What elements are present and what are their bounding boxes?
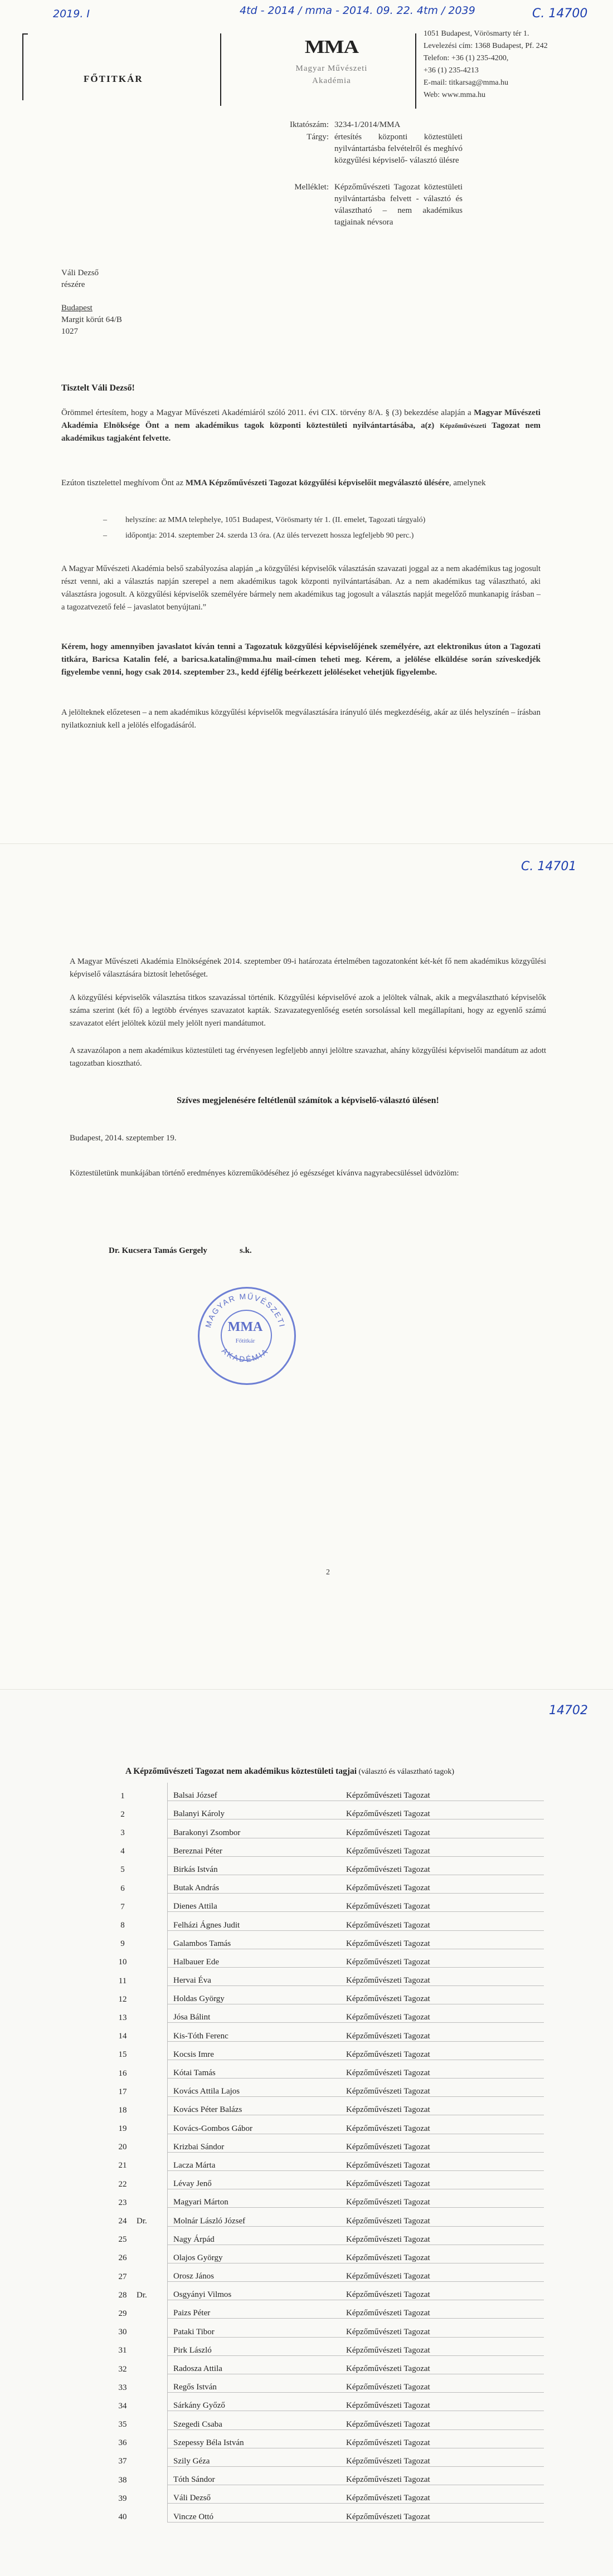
row-title <box>131 2337 168 2355</box>
row-number: 8 <box>120 1921 125 1930</box>
member-section: Képzőművészeti Tagozat <box>340 2134 544 2152</box>
member-name: Butak András <box>168 1875 341 1893</box>
member-name: Jósa Bálint <box>168 2004 341 2023</box>
row-number: 34 <box>118 2401 127 2411</box>
member-name: Balanyi Károly <box>168 1801 341 1819</box>
member-name: Olajos György <box>168 2245 341 2263</box>
member-name: Szepessy Béla István <box>168 2429 341 2448</box>
table-row <box>109 1819 544 1838</box>
row-number: 1 <box>120 1791 125 1801</box>
seal-bottom-text: AKADÉMIA <box>220 1346 271 1364</box>
table-row <box>109 2134 544 2152</box>
row-number: 12 <box>118 1994 127 2004</box>
row-title <box>131 1783 168 1801</box>
table-row <box>109 2393 544 2411</box>
member-section: Képzőművészeti Tagozat <box>340 2023 544 2041</box>
member-name: Barakonyi Zsombor <box>168 1819 341 1838</box>
nominees-paragraph: A jelölteknek előzetesen – a nem akadémikus közgyűlési képviselők megválasztására irányuló ülés megkezdéséig, akár az ülés helyszínén – írásban nyilatkozniuk kell a jelölés elfogadásáról. <box>61 708 541 730</box>
row-title <box>131 2041 168 2060</box>
member-name: Kovács-Gombos Gábor <box>168 2115 341 2134</box>
member-name: Galambos Tamás <box>168 1930 341 1949</box>
addressee-street: Margit körút 64/B <box>61 315 122 324</box>
table-row <box>109 2170 544 2189</box>
letter-date: Budapest, 2014. szeptember 19. <box>70 1134 177 1143</box>
row-number: 5 <box>120 1865 125 1875</box>
table-row <box>109 1986 544 2004</box>
member-name: Birkás István <box>168 1856 341 1875</box>
row-number: 2 <box>120 1809 125 1819</box>
row-title <box>131 2466 168 2485</box>
table-row <box>109 1949 544 1967</box>
member-section: Képzőművészeti Tagozat <box>340 1894 544 1912</box>
election-paragraph: A közgyűlési képviselők választása titkos szavazással történik. Közgyűlési képviselővé azok a jelöltek válnak, akik a megválasztható képviselők száma szerint (két fő) a legtöbb érvényes szavazatot kapták. Szavazategyenlőség esetén sorsolással kell megállapítani, hogy az egyenlő számú szavazatot elért jelöltek közül mely jelölt nyeri mandátumot. <box>70 993 546 1028</box>
table-row <box>109 2429 544 2448</box>
invitation-paragraph <box>61 477 541 490</box>
table-row <box>109 2041 544 2060</box>
member-section: Képzőművészeti Tagozat <box>340 1875 544 1893</box>
contact-email: E-mail: titkarsag@mma.hu <box>424 79 509 87</box>
table-row <box>109 2060 544 2078</box>
addressee-name: Váli Dezső <box>61 269 99 277</box>
member-section: Képzőművészeti Tagozat <box>340 1801 544 1819</box>
handwritten-ref-number: C. 14700 <box>532 7 588 21</box>
table-row <box>109 1912 544 1930</box>
row-number: 17 <box>118 2087 127 2096</box>
row-number: 39 <box>118 2494 127 2503</box>
rules-paragraph: A Magyar Művészeti Akadémia belső szabályozása alapján „a közgyűlési képviselők választásán szavazati joggal az a nem akadémikus tag jogosult részt venni, aki a választás napján szerepel a nem akadémikus tagok központi nyilvántartásában. Az a nem akadémikus tag választható, aki választásra jogosult. A közgyűlési képviselők személyére bármely nem akadémikus tag jogosult a választás napját megelőző munkanapig írásban – a tagozatvezető felé – javaslatot benyújtani.” <box>61 564 541 612</box>
row-number: 15 <box>118 2050 127 2060</box>
addressee-city: Budapest <box>61 304 93 313</box>
row-number: 33 <box>118 2383 127 2392</box>
table-row <box>109 1783 544 1801</box>
table-row <box>109 2504 544 2522</box>
letterhead-corner-mark <box>22 33 28 35</box>
row-number: 9 <box>120 1939 125 1949</box>
row-number: 13 <box>118 2013 127 2022</box>
contact-phone-1: Telefon: +36 (1) 235-4200, <box>424 54 509 62</box>
member-name: Felházi Ágnes Judit <box>168 1912 341 1930</box>
member-section: Képzőművészeti Tagozat <box>340 1912 544 1930</box>
member-name: Kovács Péter Balázs <box>168 2097 341 2115</box>
row-number: 38 <box>118 2475 127 2485</box>
letter-page-1 <box>0 0 613 844</box>
official-seal <box>198 1287 296 1385</box>
member-name: Szily Géza <box>168 2448 341 2466</box>
org-name-line1: Magyar Művészeti <box>295 64 368 73</box>
member-section: Képzőművészeti Tagozat <box>340 1783 544 1801</box>
addressee-resz: részére <box>61 280 85 289</box>
member-section: Képzőművészeti Tagozat <box>340 1930 544 1949</box>
org-name-line2: Akadémia <box>312 76 351 85</box>
row-title <box>131 2004 168 2023</box>
member-name: Szegedi Csaba <box>168 2411 341 2429</box>
row-title <box>131 2448 168 2466</box>
row-title <box>131 1930 168 1949</box>
member-name: Lévay Jenő <box>168 2170 341 2189</box>
member-name: Lacza Márta <box>168 2152 341 2170</box>
table-row <box>109 2189 544 2208</box>
table-row <box>109 1856 544 1875</box>
table-row <box>109 1894 544 1912</box>
meeting-time: – időpontja: 2014. szeptember 24. szerda 13 óra. (Az ülés tervezett hossza legfeljebb 90 perc.) <box>103 528 549 544</box>
row-number: 4 <box>120 1847 125 1856</box>
row-title <box>131 2393 168 2411</box>
row-title <box>131 1967 168 1985</box>
row-title <box>131 2485 168 2504</box>
row-number: 11 <box>118 1976 127 1985</box>
member-name: Bereznai Péter <box>168 1838 341 1856</box>
member-section: Képzőművészeti Tagozat <box>340 2189 544 2208</box>
member-name: Regős István <box>168 2374 341 2393</box>
row-title <box>131 1912 168 1930</box>
row-number: 7 <box>120 1902 125 1911</box>
invitation-end: , amelynek <box>449 479 486 487</box>
member-table-title <box>125 1767 454 1777</box>
member-section: Képzőművészeti Tagozat <box>340 2282 544 2300</box>
meta-attachment-value: Képzőművészeti Tagozat köztestületi nyilvántartásba felvett - választó és választható – nem akadémikus tagjainak névsora <box>334 183 463 227</box>
row-title <box>131 2134 168 2152</box>
intro-bold-end: Tagozat nem akadémikus tagjaként felvette. <box>61 421 541 443</box>
table-row <box>109 2023 544 2041</box>
row-title <box>131 1856 168 1875</box>
member-section: Képzőművészeti Tagozat <box>340 1819 544 1838</box>
row-number: 32 <box>118 2364 127 2374</box>
member-name: Váli Dezső <box>168 2485 341 2504</box>
row-title <box>131 1986 168 2004</box>
table-row <box>109 2466 544 2485</box>
member-name: Hervai Éva <box>168 1967 341 1985</box>
row-number: 19 <box>118 2124 127 2134</box>
row-number: 14 <box>118 2032 127 2041</box>
member-section: Képzőművészeti Tagozat <box>340 2300 544 2319</box>
letterhead-left-rule <box>22 33 23 100</box>
row-title <box>131 1838 168 1856</box>
member-section: Képzőművészeti Tagozat <box>340 2170 544 2189</box>
member-section: Képzőművészeti Tagozat <box>340 2429 544 2448</box>
member-name: Krizbai Sándor <box>168 2134 341 2152</box>
member-section: Képzőművészeti Tagozat <box>340 2060 544 2078</box>
table-row <box>109 2282 544 2300</box>
handwritten-ref-number-p3: 14702 <box>549 1704 588 1718</box>
closing-bold-line: Szíves megjelenésére feltétlenül számítok a képviselő-választó ülésen! <box>177 1096 439 1105</box>
row-title <box>131 2411 168 2429</box>
mma-logo <box>298 35 365 59</box>
row-number: 36 <box>118 2438 127 2448</box>
seal-subtitle: Főtitkár <box>235 1338 255 1344</box>
row-number: 31 <box>118 2346 127 2355</box>
member-name: Nagy Árpád <box>168 2226 341 2245</box>
member-section: Képzőművészeti Tagozat <box>340 1856 544 1875</box>
row-title <box>131 2115 168 2134</box>
table-row <box>109 2152 544 2170</box>
meta-attachment <box>256 182 485 248</box>
meta-reference-key: Iktatószám: <box>290 120 329 129</box>
member-section: Képzőművészeti Tagozat <box>340 1838 544 1856</box>
member-section: Képzőművészeti Tagozat <box>340 2041 544 2060</box>
meta-attachment-key: Melléklet: <box>294 183 329 192</box>
row-number: 28 <box>118 2290 127 2300</box>
member-section: Képzőművészeti Tagozat <box>340 2448 544 2466</box>
invitation-text: Ezúton tisztelettel meghívom Önt az <box>61 479 186 487</box>
table-row <box>109 2411 544 2429</box>
table-row <box>109 2485 544 2504</box>
addressee-block <box>61 267 122 338</box>
member-name: Halbauer Ede <box>168 1949 341 1967</box>
handwritten-ref-number-p2: C. 14701 <box>521 860 577 874</box>
thanks-paragraph: Köztestületünk munkájában történő eredményes közreműködéséhez jó egészséget kívánva nagyrabecsüléssel üdvözlöm: <box>70 1169 459 1178</box>
member-section: Képzőművészeti Tagozat <box>340 1967 544 1985</box>
row-title <box>131 2079 168 2097</box>
invitation-bold: MMA Képzőművészeti Tagozat közgyűlési képviselőit megválasztó ülésére <box>185 479 449 487</box>
row-title <box>131 2374 168 2393</box>
member-section: Képzőművészeti Tagozat <box>340 2115 544 2134</box>
row-number: 20 <box>118 2143 127 2152</box>
row-title <box>131 2189 168 2208</box>
member-name: Kovács Attila Lajos <box>168 2079 341 2097</box>
row-number: 40 <box>118 2512 127 2521</box>
member-section: Képzőművészeti Tagozat <box>340 2374 544 2393</box>
table-row <box>109 2300 544 2319</box>
letterhead-title: FŐTITKÁR <box>84 74 143 84</box>
intro-bold-text: Magyar Művészeti Akadémia Elnöksége Önt a nem akadémikus tagok központi köztestületi nyilvántartásába, a(z) <box>61 408 541 430</box>
intro-text: Örömmel értesítem, hogy a Magyar Művészeti Akadémiáról szóló 2011. évi CIX. törvény 8/A. § (3) bekezdése alapján a <box>61 408 474 417</box>
member-name: Holdas György <box>168 1986 341 2004</box>
row-number: 10 <box>118 1958 127 1967</box>
meta-subject-value: értesítés központi köztestületi nyilvántartásba felvételről és meghívó közgyűlési képviselő- választó ülésre <box>334 133 463 165</box>
table-row <box>109 2355 544 2374</box>
meta-subject-key: Tárgy: <box>306 133 329 142</box>
row-number: 3 <box>120 1828 125 1838</box>
table-row <box>109 2004 544 2023</box>
row-title <box>131 2319 168 2337</box>
member-name: Kótai Tamás <box>168 2060 341 2078</box>
row-title <box>131 1819 168 1838</box>
member-name: Osgyányi Vilmos <box>168 2282 341 2300</box>
table-row <box>109 1875 544 1893</box>
row-title <box>131 1875 168 1893</box>
row-title <box>131 2152 168 2170</box>
ballot-paragraph: A szavazólapon a nem akadémikus köztestületi tag érvényesen legfeljebb annyi jelöltre szavazhat, ahány közgyűlési képviselői mandátum az adott tagozatban kiosztható. <box>70 1046 546 1068</box>
member-section: Képzőművészeti Tagozat <box>340 2337 544 2355</box>
member-section: Képzőművészeti Tagozat <box>340 2152 544 2170</box>
table-row <box>109 2448 544 2466</box>
table-row <box>109 2226 544 2245</box>
mma-logo-mark: MMA <box>304 36 359 57</box>
member-name: Pataki Tibor <box>168 2319 341 2337</box>
row-number: 35 <box>118 2420 127 2429</box>
row-title <box>131 2023 168 2041</box>
member-name: Orosz János <box>168 2263 341 2281</box>
letterhead-mid-rule <box>220 33 221 106</box>
member-section: Képzőművészeti Tagozat <box>340 2079 544 2097</box>
member-name: Molnár László József <box>168 2208 341 2226</box>
member-section: Képzőművészeti Tagozat <box>340 2485 544 2504</box>
row-title <box>131 2504 168 2522</box>
row-title <box>131 2170 168 2189</box>
seal-logo: MMA <box>227 1320 263 1334</box>
page-number-2: 2 <box>326 1568 330 1577</box>
member-section: Képzőművészeti Tagozat <box>340 2393 544 2411</box>
member-section: Képzőművészeti Tagozat <box>340 2245 544 2263</box>
table-row <box>109 2208 544 2226</box>
table-row <box>109 2079 544 2097</box>
contact-web: Web: www.mma.hu <box>424 91 486 99</box>
member-table-title-main: A Képzőművészeti Tagozat nem akadémikus köztestületi tagjai <box>125 1767 357 1776</box>
table-row <box>109 1967 544 1985</box>
decision-paragraph: A Magyar Művészeti Akadémia Elnökségének 2014. szeptember 09-i határozata értelmében tagozatonként két-két fő nem akadémikus közgyűlési képviselő választására biztosít lehetőséget. <box>70 957 546 979</box>
row-number: 23 <box>118 2198 127 2207</box>
table-row <box>109 2097 544 2115</box>
table-row <box>109 1838 544 1856</box>
row-number: 18 <box>118 2105 127 2115</box>
row-number: 22 <box>118 2179 127 2189</box>
member-section: Képzőművészeti Tagozat <box>340 2263 544 2281</box>
member-section: Képzőművészeti Tagozat <box>340 2226 544 2245</box>
member-name: Magyari Márton <box>168 2189 341 2208</box>
row-title: Dr. <box>137 2217 147 2226</box>
member-name: Radosza Attila <box>168 2355 341 2374</box>
intro-section-name: Képzőművészeti <box>440 422 486 430</box>
row-title <box>131 2060 168 2078</box>
row-title <box>131 1801 168 1819</box>
seal-inner-ring <box>221 1310 272 1361</box>
member-section: Képzőművészeti Tagozat <box>340 1986 544 2004</box>
row-title <box>131 1949 168 1967</box>
row-title <box>131 2097 168 2115</box>
letterhead-right-rule <box>415 33 416 109</box>
signature-sk: s.k. <box>240 1246 252 1255</box>
member-table <box>109 1783 544 2523</box>
member-name: Paizs Péter <box>168 2300 341 2319</box>
seal-top-text: MAGYAR MŰVÉSZETI <box>203 1291 287 1329</box>
handwritten-filing-note: 4td - 2014 / mma - 2014. 09. 22. 4tm / 2039 <box>240 4 475 17</box>
meta-subject <box>256 131 485 182</box>
member-name: Vincze Ottó <box>168 2504 341 2522</box>
member-section: Képzőművészeti Tagozat <box>340 2466 544 2485</box>
member-section: Képzőművészeti Tagozat <box>340 2208 544 2226</box>
row-title <box>131 2226 168 2245</box>
table-row <box>109 1801 544 1819</box>
meta-reference-value: 3234-1/2014/MMA <box>334 120 401 129</box>
member-name: Dienes Attila <box>168 1894 341 1912</box>
row-number: 6 <box>120 1884 125 1893</box>
row-number: 24 <box>118 2217 127 2226</box>
member-table-title-note: (választó és választható tagok) <box>357 1768 454 1776</box>
row-title <box>131 2429 168 2448</box>
member-section: Képzőművészeti Tagozat <box>340 2097 544 2115</box>
row-title <box>131 1894 168 1912</box>
member-name: Balsai József <box>168 1783 341 1801</box>
table-row <box>109 1930 544 1949</box>
handwritten-note-left: 2019. I <box>53 8 90 20</box>
row-title <box>131 2355 168 2374</box>
member-section: Képzőművészeti Tagozat <box>340 2504 544 2522</box>
row-title <box>131 2245 168 2263</box>
table-row <box>109 2337 544 2355</box>
member-section: Képzőművészeti Tagozat <box>340 2004 544 2023</box>
contact-postal: Levelezési cím: 1368 Budapest, Pf. 242 <box>424 42 548 50</box>
contact-phone-2: +36 (1) 235-4213 <box>424 66 479 75</box>
row-number: 21 <box>118 2161 127 2170</box>
table-row <box>109 2374 544 2393</box>
row-number: 16 <box>118 2068 127 2078</box>
contact-address: 1051 Budapest, Vörösmarty tér 1. <box>424 30 529 38</box>
meeting-details-list <box>103 513 549 544</box>
row-number: 27 <box>118 2272 127 2281</box>
member-name: Kis-Tóth Ferenc <box>168 2023 341 2041</box>
member-name: Kocsis Imre <box>168 2041 341 2060</box>
table-row <box>109 2245 544 2263</box>
row-number: 30 <box>118 2328 127 2337</box>
member-section: Képzőművészeti Tagozat <box>340 2411 544 2429</box>
row-number: 29 <box>118 2309 127 2318</box>
salutation: Tisztelt Váli Dezső! <box>61 383 135 393</box>
member-section: Képzőművészeti Tagozat <box>340 2319 544 2337</box>
table-row <box>109 2263 544 2281</box>
row-number: 26 <box>118 2253 127 2263</box>
member-section: Képzőművészeti Tagozat <box>340 2355 544 2374</box>
table-row <box>109 2319 544 2337</box>
member-section: Képzőművészeti Tagozat <box>340 1949 544 1967</box>
letter-page-2 <box>0 844 613 1690</box>
meta-reference <box>256 119 485 131</box>
row-number: 25 <box>118 2235 127 2245</box>
addressee-zip: 1027 <box>61 327 78 336</box>
row-number: 37 <box>118 2457 127 2466</box>
member-name: Sárkány Győző <box>168 2393 341 2411</box>
intro-paragraph <box>61 407 541 445</box>
member-name: Pirk László <box>168 2337 341 2355</box>
row-title: Dr. <box>137 2290 147 2300</box>
signature-name: Dr. Kucsera Tamás Gergely <box>109 1246 207 1255</box>
row-title <box>131 2300 168 2319</box>
contact-block <box>424 28 548 101</box>
request-paragraph: Kérem, hogy amennyiben javaslatot kíván tenni a Tagozatuk közgyűlési képviselőjének személyére, azt elektronikus úton a Tagozati titkára, Baricsa Katalin felé, a baricsa.katalin@mma.hu mail-címen teheti meg. Kérem, a jelölése elküldése során szíveskedjék figyelembe venni, hogy csak 2014. szeptember 23., kedd éjfélig beérkezett jelöléseket vehetjük figyelembe. <box>61 642 541 677</box>
member-name: Tóth Sándor <box>168 2466 341 2485</box>
table-row <box>109 2115 544 2134</box>
row-title <box>131 2263 168 2281</box>
meeting-location: – helyszíne: az MMA telephelye, 1051 Budapest, Vörösmarty tér 1. (II. emelet, Tagozati tárgyaló) <box>103 513 549 528</box>
